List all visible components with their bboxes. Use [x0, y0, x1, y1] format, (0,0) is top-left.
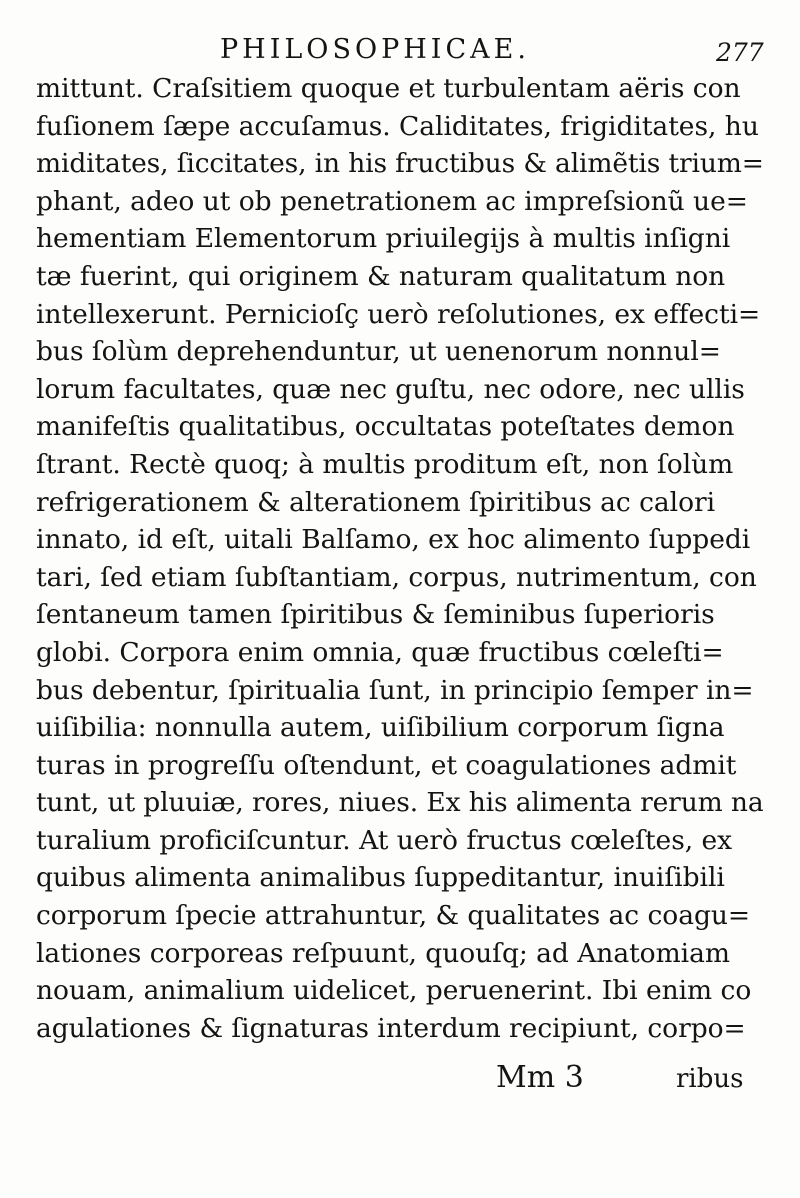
text-line: fuſionem ſæpe accuſamus. Caliditates, frigiditates, hu	[36, 110, 759, 142]
text-line: ſtrant. Rectè quoq; à multis proditum eſt, non ſolùm	[36, 448, 734, 480]
text-line: intellexerunt. Pernicioſç uerò reſolutiones, ex effecti=	[36, 298, 761, 330]
text-line: ſentaneum tamen ſpiritibus & ſeminibus ſuperioris	[36, 599, 715, 631]
text-line: agulationes & ſignaturas interdum recipiunt, corpo=	[36, 1012, 746, 1044]
signature-mark: Mm 3	[496, 1060, 584, 1095]
body-text	[36, 70, 766, 1047]
text-line: uiſibilia: nonnulla autem, uiſibilium corporum ſigna	[36, 712, 725, 744]
text-line: nouam, animalium uidelicet, peruenerint. Ibi enim co	[36, 975, 752, 1007]
catchword: ribus	[676, 1064, 744, 1094]
text-line: miditates, ſiccitates, in his fructibus & alimẽtis trium=	[36, 148, 764, 180]
page-number: 277	[716, 38, 764, 67]
text-line: manifeſtis qualitatibus, occultatas poteſtates demon	[36, 411, 735, 443]
text-line: globi. Corpora enim omnia, quæ fructibus cœleſti=	[36, 636, 724, 668]
text-line: bus ſolùm deprehenduntur, ut uenenorum nonnul=	[36, 336, 721, 368]
page-footer	[0, 1060, 800, 1110]
text-line: turas in progreſſu oſtendunt, et coagulationes admit	[36, 749, 737, 781]
text-line: lorum facultates, quæ nec guſtu, nec odore, nec ullis	[36, 373, 745, 405]
text-line: tari, ſed etiam ſubſtantiam, corpus, nutrimentum, con	[36, 561, 757, 593]
text-line: phant, adeo ut ob penetrationem ac impreſsionũ ue=	[36, 185, 748, 217]
text-line: innato, id eſt, uitali Balſamo, ex hoc alimento ſuppedi	[36, 524, 751, 556]
text-line: tunt, ut pluuiæ, rores, niues. Ex his alimenta rerum na	[36, 787, 764, 819]
text-line: lationes corporeas reſpuunt, quouſq; ad Anatomiam	[36, 937, 730, 969]
text-line: corporum ſpecie attrahuntur, & qualitates ac coagu=	[36, 900, 751, 932]
text-line: hementiam Elementorum priuilegijs à multis inſigni	[36, 223, 731, 255]
text-line: turalium proficiſcuntur. At uerò fructus cœleſtes, ex	[36, 824, 733, 856]
text-line: quibus alimenta animalibus ſuppeditantur, inuiſibili	[36, 862, 725, 894]
text-line: tæ fuerint, qui originem & naturam qualitatum non	[36, 260, 726, 292]
text-line: refrigerationem & alterationem ſpiritibus ac calori	[36, 486, 716, 518]
text-line: mittunt. Craſsitiem quoque et turbulentam aëris con	[36, 73, 741, 104]
running-head: PHILOSOPHICAE.	[220, 34, 530, 65]
text-line: bus debentur, ſpiritualia ſunt, in principio ſemper in=	[36, 674, 754, 706]
